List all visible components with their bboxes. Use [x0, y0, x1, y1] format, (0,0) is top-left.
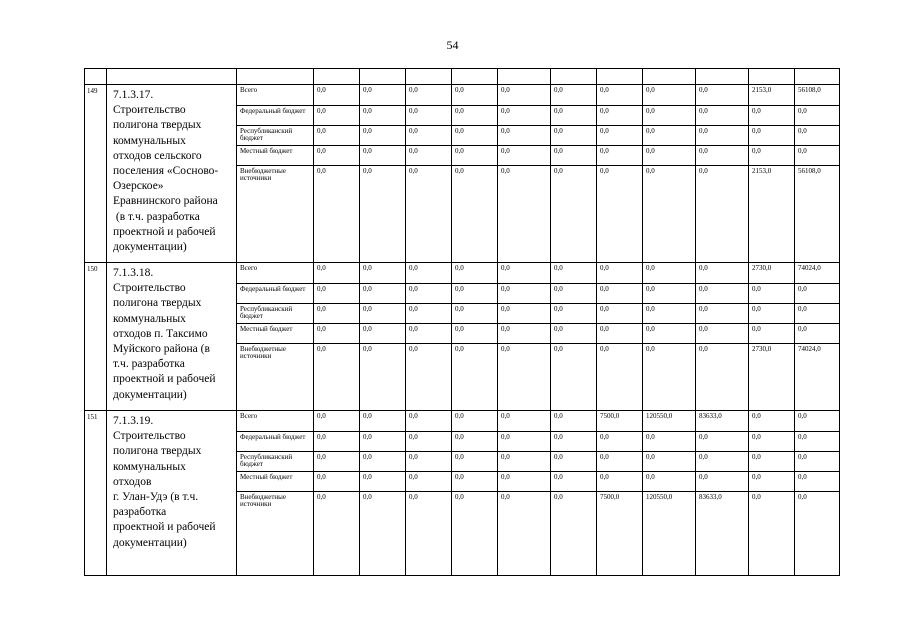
value: 0,0 — [452, 303, 497, 323]
description-line: Строительство — [113, 430, 186, 443]
value: 0,0 — [643, 165, 695, 175]
value: 0,0 — [317, 86, 326, 94]
activity-description — [107, 263, 237, 411]
value: 7500,0 — [600, 412, 620, 420]
value: 0,0 — [455, 86, 464, 94]
funding-source-label: Республиканский бюджет — [237, 451, 313, 471]
value: 0,0 — [795, 471, 839, 491]
description-line: документации) — [113, 241, 187, 254]
value: 0,0 — [314, 343, 359, 353]
value: 0,0 — [406, 303, 451, 323]
value: 0,0 — [363, 86, 372, 94]
header-cell — [795, 69, 840, 85]
value: 0,0 — [643, 323, 695, 343]
value: 0,0 — [597, 165, 642, 175]
value: 0,0 — [795, 145, 839, 165]
value: 0,0 — [551, 105, 596, 125]
value: 0,0 — [551, 165, 596, 175]
value: 0,0 — [551, 431, 596, 451]
row-number: 151 — [85, 411, 107, 576]
description-line: коммунальных — [113, 134, 186, 147]
value: 0,0 — [749, 105, 794, 125]
description-line: Муйского района (в — [113, 343, 210, 356]
value: 120550,0 — [643, 491, 695, 501]
value: 0,0 — [643, 303, 695, 323]
value: 0,0 — [554, 412, 563, 420]
year-values-cell — [597, 85, 643, 263]
value: 0,0 — [554, 86, 563, 94]
value: 0,0 — [314, 471, 359, 491]
funding-source-label: Местный бюджет — [237, 471, 313, 491]
value: 0,0 — [551, 125, 596, 145]
header-cell — [314, 69, 360, 85]
value: 0,0 — [749, 471, 794, 491]
year-values-cell — [551, 263, 597, 411]
value: 0,0 — [501, 264, 510, 272]
value: 0,0 — [795, 323, 839, 343]
page-number: 54 — [446, 38, 459, 52]
value: 0,0 — [360, 431, 405, 451]
funding-source-label: Федеральный бюджет — [237, 431, 313, 451]
row-number: 150 — [85, 263, 107, 411]
value: 0,0 — [597, 343, 642, 353]
value: 0,0 — [498, 431, 550, 451]
value: 0,0 — [699, 86, 708, 94]
header-cell — [85, 69, 107, 85]
table-header-row — [85, 69, 840, 85]
value: 0,0 — [406, 451, 451, 471]
year-values-cell — [749, 263, 795, 411]
value: 0,0 — [360, 343, 405, 353]
year-values-cell — [314, 263, 360, 411]
value: 0,0 — [360, 283, 405, 303]
value: 0,0 — [360, 105, 405, 125]
value: 0,0 — [696, 431, 748, 451]
year-values-cell — [498, 85, 551, 263]
funding-source-label: Федеральный бюджет — [237, 283, 313, 303]
value: 0,0 — [360, 451, 405, 471]
year-values-cell — [360, 85, 406, 263]
value: 0,0 — [452, 165, 497, 175]
value: 0,0 — [696, 343, 748, 353]
value: 0,0 — [696, 283, 748, 303]
value: 0,0 — [498, 323, 550, 343]
value: 0,0 — [597, 105, 642, 125]
header-cell — [696, 69, 749, 85]
description-line: полигона твердых — [113, 445, 202, 458]
value: 0,0 — [406, 323, 451, 343]
value: 0,0 — [406, 471, 451, 491]
year-values-cell — [795, 411, 840, 576]
header-cell — [237, 69, 314, 85]
table-row — [85, 411, 840, 576]
value: 0,0 — [597, 451, 642, 471]
value: 0,0 — [498, 283, 550, 303]
value: 0,0 — [406, 165, 451, 175]
description-line: разработка — [113, 506, 167, 519]
value: 0,0 — [452, 471, 497, 491]
value: 0,0 — [498, 343, 550, 353]
table-row — [85, 85, 840, 263]
year-values-cell — [406, 411, 452, 576]
year-values-cell — [406, 263, 452, 411]
value: 0,0 — [498, 145, 550, 165]
value: 0,0 — [409, 412, 418, 420]
value: 0,0 — [452, 145, 497, 165]
value: 0,0 — [646, 264, 655, 272]
header-cell — [107, 69, 237, 85]
year-values-cell — [360, 263, 406, 411]
value: 83633,0 — [699, 412, 722, 420]
value: 0,0 — [314, 491, 359, 501]
value: 0,0 — [597, 125, 642, 145]
funding-source-cell — [237, 263, 314, 411]
value: 0,0 — [314, 451, 359, 471]
value: 0,0 — [314, 323, 359, 343]
funding-source-label: Внебюджетные источники — [237, 343, 313, 359]
value: 83633,0 — [696, 491, 748, 501]
value: 120550,0 — [646, 412, 673, 420]
description-line: проектной и рабочей — [113, 521, 216, 534]
value: 0,0 — [455, 412, 464, 420]
description-line: полигона твердых — [113, 119, 202, 132]
value: 2730,0 — [749, 343, 794, 353]
description-line: Еравнинского района — [113, 195, 218, 208]
row-number: 149 — [85, 85, 107, 263]
description-line: проектной и рабочей — [113, 225, 216, 238]
header-cell — [749, 69, 795, 85]
year-values-cell — [643, 85, 696, 263]
value: 0,0 — [554, 264, 563, 272]
value: 0,0 — [643, 145, 695, 165]
value: 0,0 — [551, 471, 596, 491]
description-line: отходов — [113, 475, 152, 488]
header-cell — [406, 69, 452, 85]
year-values-cell — [795, 263, 840, 411]
description-line: Озерское» — [113, 180, 164, 193]
value: 0,0 — [455, 264, 464, 272]
value: 0,0 — [696, 105, 748, 125]
value: 0,0 — [551, 303, 596, 323]
description-line: г. Улан-Удэ (в т.ч. — [113, 491, 199, 504]
value: 0,0 — [406, 491, 451, 501]
value: 0,0 — [749, 283, 794, 303]
funding-source-label: Всего — [240, 86, 258, 94]
value: 0,0 — [409, 86, 418, 94]
value: 2153,0 — [749, 165, 794, 175]
value: 0,0 — [597, 303, 642, 323]
value: 0,0 — [501, 412, 510, 420]
table-body — [85, 69, 840, 576]
value: 0,0 — [643, 343, 695, 353]
value: 0,0 — [643, 283, 695, 303]
value: 0,0 — [597, 145, 642, 165]
value: 0,0 — [551, 343, 596, 353]
value: 0,0 — [795, 125, 839, 145]
value: 74024,0 — [795, 343, 839, 353]
year-values-cell — [452, 411, 498, 576]
value: 0,0 — [314, 105, 359, 125]
value: 0,0 — [696, 165, 748, 175]
value: 0,0 — [314, 145, 359, 165]
year-values-cell — [406, 85, 452, 263]
value: 0,0 — [360, 165, 405, 175]
value: 7500,0 — [597, 491, 642, 501]
value: 0,0 — [749, 303, 794, 323]
value: 2153,0 — [752, 86, 772, 94]
value: 0,0 — [498, 303, 550, 323]
activity-description — [107, 411, 237, 576]
description-line: Строительство — [113, 104, 186, 117]
value: 0,0 — [795, 283, 839, 303]
value: 0,0 — [314, 283, 359, 303]
value: 0,0 — [314, 125, 359, 145]
value: 0,0 — [597, 283, 642, 303]
value: 0,0 — [452, 343, 497, 353]
funding-source-label: Внебюджетные источники — [237, 491, 313, 507]
value: 0,0 — [696, 471, 748, 491]
value: 0,0 — [795, 431, 839, 451]
year-values-cell — [597, 411, 643, 576]
program-table — [84, 68, 840, 576]
funding-source-label: Всего — [240, 264, 258, 272]
description-line: отходов сельского — [113, 149, 202, 162]
value: 0,0 — [551, 491, 596, 501]
year-values-cell — [696, 263, 749, 411]
funding-source-cell — [237, 85, 314, 263]
value: 0,0 — [360, 471, 405, 491]
table-row — [85, 263, 840, 411]
value: 0,0 — [498, 105, 550, 125]
value: 0,0 — [551, 283, 596, 303]
year-values-cell — [643, 411, 696, 576]
value: 0,0 — [452, 431, 497, 451]
value: 0,0 — [643, 471, 695, 491]
value: 0,0 — [360, 323, 405, 343]
value: 0,0 — [314, 165, 359, 175]
value: 0,0 — [452, 451, 497, 471]
value: 0,0 — [498, 165, 550, 175]
year-values-cell — [696, 85, 749, 263]
year-values-cell — [498, 263, 551, 411]
year-values-cell — [643, 263, 696, 411]
year-values-cell — [314, 411, 360, 576]
value: 0,0 — [452, 105, 497, 125]
value: 0,0 — [452, 491, 497, 501]
funding-source-label: Местный бюджет — [237, 145, 313, 165]
value: 0,0 — [643, 125, 695, 145]
description-line: полигона твердых — [113, 297, 202, 310]
value: 0,0 — [317, 264, 326, 272]
value: 0,0 — [551, 451, 596, 471]
value: 0,0 — [363, 264, 372, 272]
value: 2730,0 — [752, 264, 772, 272]
header-cell — [360, 69, 406, 85]
value: 0,0 — [749, 491, 794, 501]
funding-source-label: Местный бюджет — [237, 323, 313, 343]
value: 0,0 — [314, 303, 359, 323]
value: 0,0 — [696, 125, 748, 145]
year-values-cell — [452, 85, 498, 263]
header-cell — [498, 69, 551, 85]
description-line: проектной и рабочей — [113, 373, 216, 386]
value: 0,0 — [696, 303, 748, 323]
year-values-cell — [452, 263, 498, 411]
value: 0,0 — [551, 323, 596, 343]
value: 0,0 — [643, 451, 695, 471]
value: 0,0 — [452, 125, 497, 145]
funding-source-label: Республиканский бюджет — [237, 303, 313, 323]
value: 0,0 — [498, 491, 550, 501]
value: 0,0 — [795, 105, 839, 125]
year-values-cell — [749, 85, 795, 263]
value: 0,0 — [498, 125, 550, 145]
year-values-cell — [795, 85, 840, 263]
value: 0,0 — [749, 145, 794, 165]
description-line: 7.1.3.18. — [113, 267, 154, 279]
value: 0,0 — [406, 343, 451, 353]
value: 0,0 — [409, 264, 418, 272]
value: 0,0 — [406, 105, 451, 125]
description-line: документации) — [113, 536, 187, 549]
description-line: поселения «Сосново- — [113, 165, 219, 178]
header-cell — [597, 69, 643, 85]
year-values-cell — [749, 411, 795, 576]
description-line: документации) — [113, 388, 187, 401]
value: 0,0 — [498, 451, 550, 471]
description-line: 7.1.3.17. — [113, 89, 154, 101]
value: 56108,0 — [795, 165, 839, 175]
value: 0,0 — [749, 323, 794, 343]
value: 0,0 — [406, 283, 451, 303]
header-cell — [643, 69, 696, 85]
value: 0,0 — [551, 145, 596, 165]
value: 0,0 — [452, 283, 497, 303]
description-line: (в т.ч. разработка — [113, 210, 200, 223]
year-values-cell — [314, 85, 360, 263]
value: 0,0 — [406, 125, 451, 145]
value: 0,0 — [597, 323, 642, 343]
value: 0,0 — [798, 412, 807, 420]
description-line: коммунальных — [113, 312, 186, 325]
year-values-cell — [551, 411, 597, 576]
value: 74024,0 — [798, 264, 821, 272]
funding-source-label: Всего — [240, 412, 258, 420]
value: 0,0 — [360, 303, 405, 323]
header-cell — [452, 69, 498, 85]
value: 0,0 — [498, 471, 550, 491]
value: 0,0 — [752, 412, 761, 420]
value: 0,0 — [699, 264, 708, 272]
header-cell — [551, 69, 597, 85]
value: 0,0 — [314, 431, 359, 451]
description-line: коммунальных — [113, 460, 186, 473]
description-line: Строительство — [113, 282, 186, 295]
value: 0,0 — [600, 86, 609, 94]
value: 56108,0 — [798, 86, 821, 94]
value: 0,0 — [643, 431, 695, 451]
value: 0,0 — [406, 145, 451, 165]
funding-source-label: Республиканский бюджет — [237, 125, 313, 145]
year-values-cell — [360, 411, 406, 576]
value: 0,0 — [795, 451, 839, 471]
value: 0,0 — [696, 323, 748, 343]
value: 0,0 — [406, 431, 451, 451]
description-line: т.ч. разработка — [113, 358, 185, 371]
value: 0,0 — [795, 303, 839, 323]
value: 0,0 — [795, 491, 839, 501]
activity-description — [107, 85, 237, 263]
value: 0,0 — [363, 412, 372, 420]
value: 0,0 — [749, 431, 794, 451]
value: 0,0 — [597, 431, 642, 451]
value: 0,0 — [646, 86, 655, 94]
description-line: отходов п. Таксимо — [113, 327, 208, 340]
value: 0,0 — [360, 145, 405, 165]
value: 0,0 — [597, 471, 642, 491]
funding-source-cell — [237, 411, 314, 576]
value: 0,0 — [749, 451, 794, 471]
value: 0,0 — [600, 264, 609, 272]
value: 0,0 — [317, 412, 326, 420]
value: 0,0 — [696, 451, 748, 471]
value: 0,0 — [360, 491, 405, 501]
value: 0,0 — [749, 125, 794, 145]
year-values-cell — [498, 411, 551, 576]
value: 0,0 — [360, 125, 405, 145]
funding-source-label: Федеральный бюджет — [237, 105, 313, 125]
value: 0,0 — [501, 86, 510, 94]
description-line: 7.1.3.19. — [113, 415, 154, 427]
year-values-cell — [696, 411, 749, 576]
year-values-cell — [597, 263, 643, 411]
value: 0,0 — [696, 145, 748, 165]
value: 0,0 — [643, 105, 695, 125]
value: 0,0 — [452, 323, 497, 343]
year-values-cell — [551, 85, 597, 263]
funding-source-label: Внебюджетные источники — [237, 165, 313, 181]
